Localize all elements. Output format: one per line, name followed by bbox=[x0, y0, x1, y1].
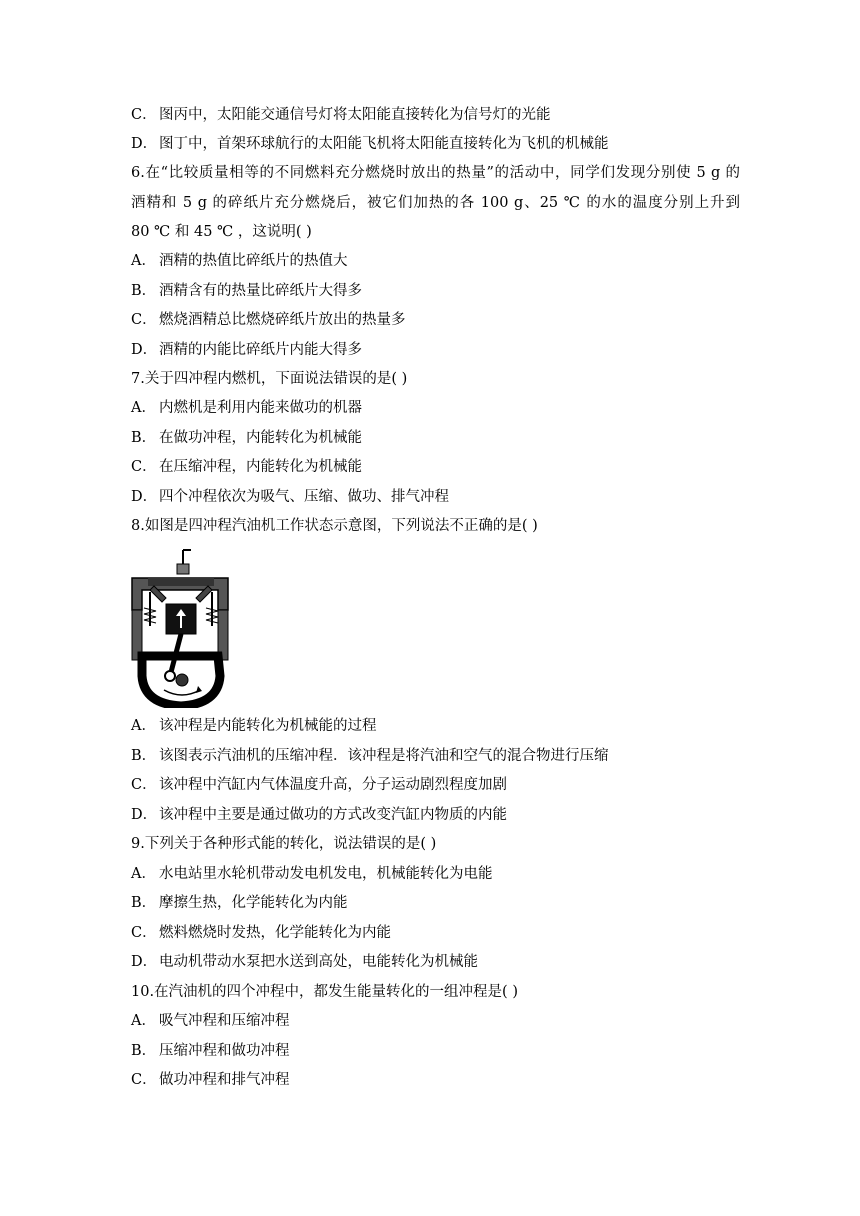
option-label: C． bbox=[131, 312, 157, 328]
option-label: D． bbox=[131, 342, 158, 358]
q10-option-b bbox=[131, 1041, 740, 1061]
option-label: B． bbox=[131, 748, 157, 764]
option-label: B． bbox=[131, 283, 157, 299]
option-text: 四个冲程依次为吸气、压缩、做功、排气冲程 bbox=[159, 489, 449, 505]
option-text: 在做功冲程，内能转化为机械能 bbox=[159, 430, 362, 446]
q5-option-c bbox=[131, 105, 740, 125]
option-label: A． bbox=[131, 400, 156, 416]
option-label: C． bbox=[131, 107, 157, 123]
q5-option-d bbox=[131, 134, 740, 154]
q6-option-c bbox=[131, 310, 740, 330]
q9-option-a bbox=[131, 864, 740, 884]
q10-option-a bbox=[131, 1011, 740, 1031]
option-label: D． bbox=[131, 136, 158, 152]
option-text: 摩擦生热，化学能转化为内能 bbox=[159, 895, 348, 911]
option-text: 该冲程中主要是通过做功的方式改变汽缸内物质的内能 bbox=[159, 807, 507, 823]
q6-option-a bbox=[131, 251, 740, 271]
option-text: 做功冲程和排气冲程 bbox=[159, 1072, 290, 1088]
q8-option-c bbox=[131, 775, 740, 795]
q8-option-d bbox=[131, 805, 740, 825]
option-text: 酒精的热值比碎纸片的热值大 bbox=[159, 253, 348, 269]
crank-pin bbox=[165, 671, 175, 681]
option-text: 图丙中，太阳能交通信号灯将太阳能直接转化为信号灯的光能 bbox=[159, 107, 551, 123]
q9-option-d bbox=[131, 952, 740, 972]
head-top bbox=[148, 578, 214, 586]
q9-stem: 9.下列关于各种形式能的转化，说法错误的是( ) bbox=[131, 836, 437, 852]
q10-option-c bbox=[131, 1070, 740, 1090]
option-text: 燃烧酒精总比燃烧碎纸片放出的热量多 bbox=[159, 312, 406, 328]
option-label: A． bbox=[131, 253, 156, 269]
q9-option-b bbox=[131, 893, 740, 913]
option-label: A． bbox=[131, 718, 156, 734]
q8-option-a bbox=[131, 716, 740, 736]
q6-stem-line-3: 80 ℃ 和 45 ℃ ，这说明( ) bbox=[131, 224, 312, 240]
engine-diagram bbox=[128, 548, 234, 708]
option-text: 酒精含有的热量比碎纸片大得多 bbox=[159, 283, 362, 299]
option-label: C． bbox=[131, 777, 157, 793]
option-text: 该冲程中汽缸内气体温度升高，分子运动剧烈程度加剧 bbox=[159, 777, 507, 793]
spark-plug-body bbox=[177, 564, 189, 574]
option-text: 酒精的内能比碎纸片内能大得多 bbox=[159, 342, 362, 358]
option-label: D． bbox=[131, 954, 158, 970]
option-text: 压缩冲程和做功冲程 bbox=[159, 1043, 290, 1059]
q10-stem: 10.在汽油机的四个冲程中，都发生能量转化的一组冲程是( ) bbox=[131, 984, 518, 1000]
q7-option-a bbox=[131, 398, 740, 418]
option-label: B． bbox=[131, 895, 157, 911]
q7-stem: 7.关于四冲程内燃机，下面说法错误的是( ) bbox=[131, 371, 408, 387]
option-label: A． bbox=[131, 866, 156, 882]
option-label: B． bbox=[131, 430, 157, 446]
q7-option-d bbox=[131, 487, 740, 507]
option-label: B． bbox=[131, 1043, 157, 1059]
q9-option-c bbox=[131, 923, 740, 943]
crankshaft bbox=[176, 674, 188, 686]
option-label: A． bbox=[131, 1013, 156, 1029]
option-label: C． bbox=[131, 459, 157, 475]
option-text: 燃料燃烧时发热，化学能转化为内能 bbox=[159, 925, 391, 941]
option-label: D． bbox=[131, 489, 158, 505]
option-text: 电动机带动水泵把水送到高处，电能转化为机械能 bbox=[159, 954, 478, 970]
option-text: 水电站里水轮机带动发电机发电，机械能转化为电能 bbox=[159, 866, 493, 882]
option-text: 图丁中，首架环球航行的太阳能飞机将太阳能直接转化为飞机的机械能 bbox=[159, 136, 609, 152]
q6-option-b bbox=[131, 281, 740, 301]
q7-option-c bbox=[131, 457, 740, 477]
q8-option-b bbox=[131, 746, 740, 766]
option-text: 内燃机是利用内能来做功的机器 bbox=[159, 400, 362, 416]
q7-option-b bbox=[131, 428, 740, 448]
q6-option-d bbox=[131, 340, 740, 360]
option-label: C． bbox=[131, 925, 157, 941]
option-text: 该图表示汽油机的压缩冲程．该冲程是将汽油和空气的混合物进行压缩 bbox=[159, 748, 609, 764]
q8-stem: 8.如图是四冲程汽油机工作状态示意图，下列说法不正确的是( ) bbox=[131, 518, 538, 534]
q6-stem-line-2: 酒精和 5 g 的碎纸片充分燃烧后，被它们加热的各 100 g、25 ℃ 的水的温度分别上升到 bbox=[131, 195, 740, 211]
option-label: C． bbox=[131, 1072, 157, 1088]
option-text: 该冲程是内能转化为机械能的过程 bbox=[159, 718, 377, 734]
option-label: D． bbox=[131, 807, 158, 823]
option-text: 吸气冲程和压缩冲程 bbox=[159, 1013, 290, 1029]
option-text: 在压缩冲程，内能转化为机械能 bbox=[159, 459, 362, 475]
q6-stem-line-1: 6.在“比较质量相等的不同燃料充分燃烧时放出的热量”的活动中，同学们发现分别使 5 g 的 bbox=[131, 165, 740, 181]
